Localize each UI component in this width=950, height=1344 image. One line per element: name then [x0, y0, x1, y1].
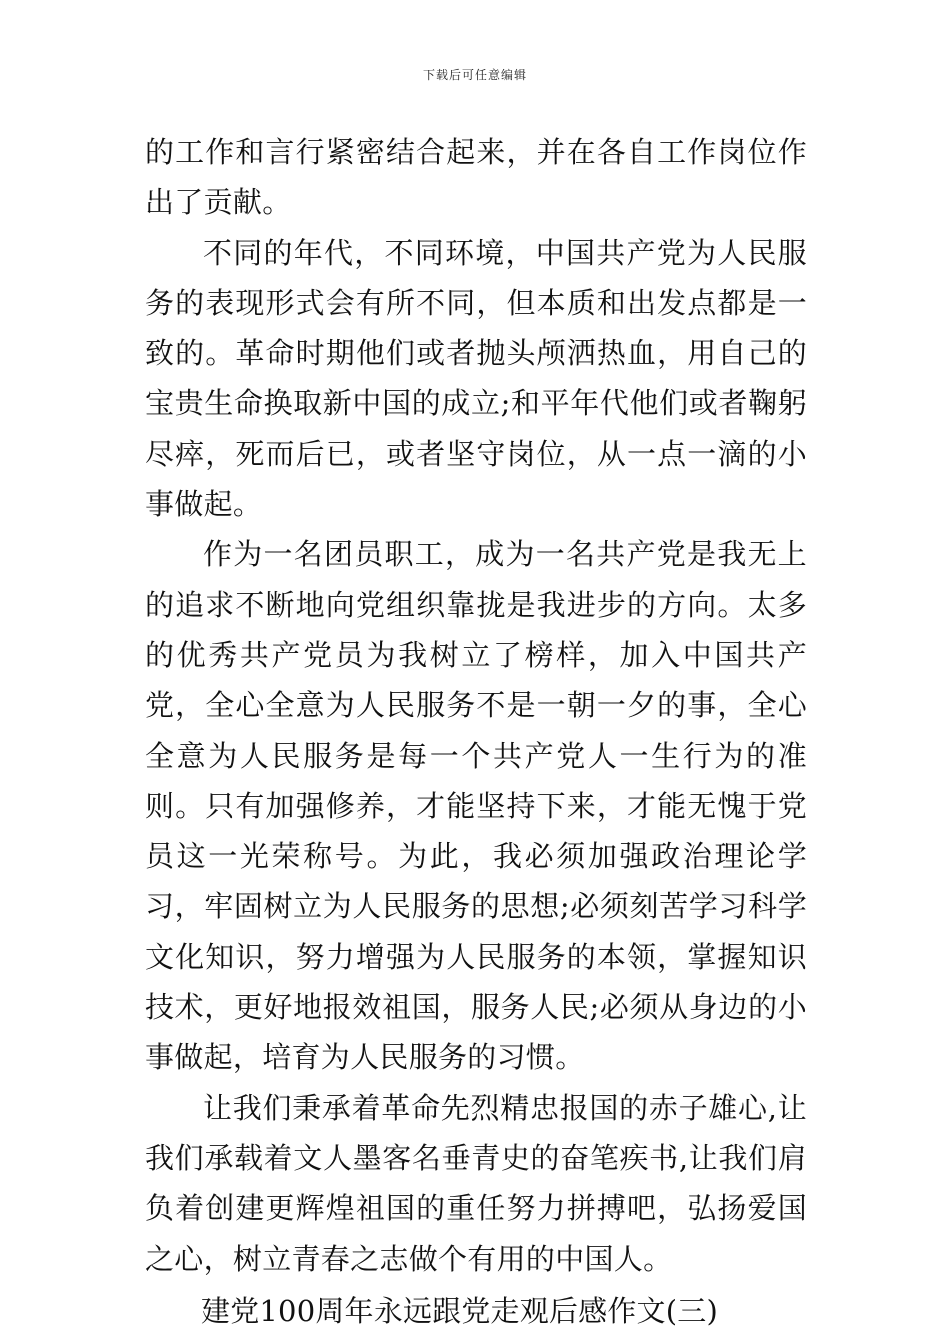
paragraph-continuation: 的工作和言行紧密结合起来，并在各自工作岗位作出了贡献。 [145, 135, 807, 220]
paragraph-call-to-action: 让我们秉承着革命先烈精忠报国的赤子雄心,让我们承载着文人墨客名垂青史的奋笔疾书,让我们肩负着创建更辉煌祖国的重任努力拼搏吧，弘扬爱国之心，树立青春之志做个有用的中国人。 [145, 1090, 807, 1276]
paragraph-aspiration: 作为一名团员职工，成为一名共产党是我无上的追求不断地向党组织靠拢是我进步的方向。太多的优秀共产党员为我树立了榜样，加入中国共产党，全心全意为人民服务不是一朝一夕的事，全心全意为人民服务是每一个共产党人一生行为的准则。只有加强修养，才能坚持下来，才能无愧于党员这一光荣称号。为此，我必须加强政治理论学习，牢固树立为人民服务的思想;必须刻苦学习科学文化知识，努力增强为人民服务的本领，掌握知识技术，更好地报效祖国，服务人民;必须从身边的小事做起，培育为人民服务的习惯。 [145, 537, 807, 1075]
paragraph-eras: 不同的年代，不同环境，中国共产党为人民服务的表现形式会有所不同，但本质和出发点都是一致的。革命时期他们或者抛头颅洒热血，用自己的宝贵生命换取新中国的成立;和平年代他们或者鞠躬尽瘁，死而后已，或者坚守岗位，从一点一滴的小事做起。 [145, 235, 807, 522]
section-heading: 建党100周年永远跟党走观后感作文(三) [201, 1293, 718, 1328]
document-body [145, 127, 807, 1336]
page-header: 下载后可任意编辑 [422, 68, 527, 82]
